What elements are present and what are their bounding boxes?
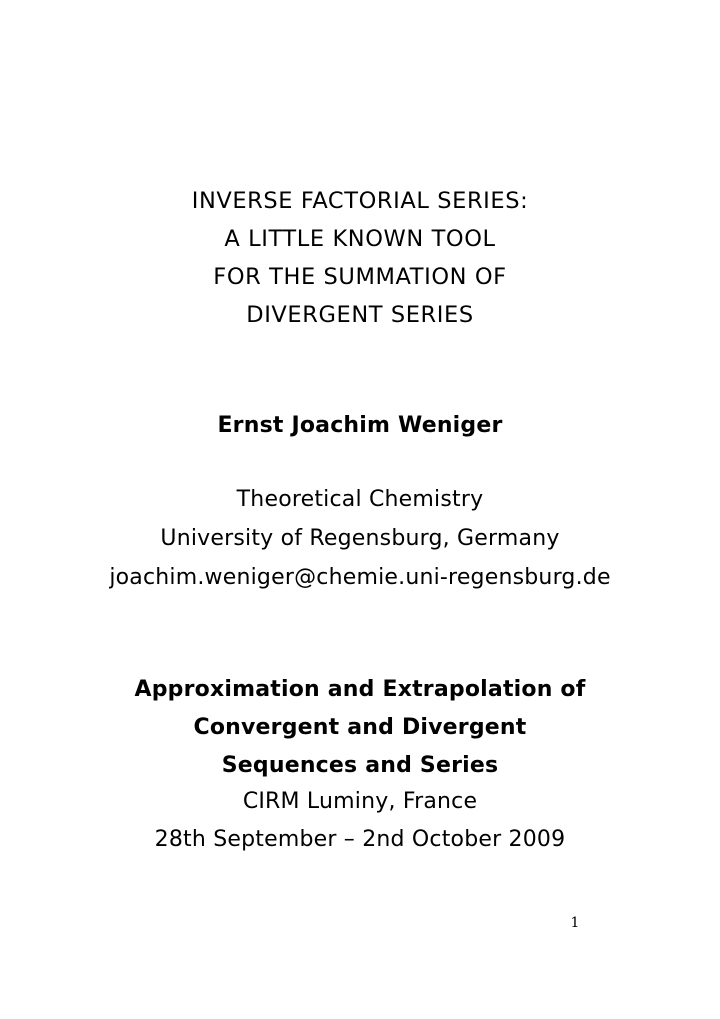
title-line-2: A LITTLE KNOWN TOOL	[224, 226, 496, 252]
author-email: joachim.weniger@chemie.uni-regensburg.de	[109, 565, 611, 590]
author-name: Ernst Joachim Weniger	[217, 413, 503, 438]
page-number: 1	[570, 915, 580, 931]
conference-name-line-3: Sequences and Series	[221, 753, 499, 778]
conference-name-line-1: Approximation and Extrapolation of	[134, 677, 586, 702]
author-university: University of Regensburg, Germany	[160, 526, 560, 551]
title-line-4: DIVERGENT SERIES	[246, 302, 474, 328]
conference-name-line-2: Convergent and Divergent	[193, 715, 527, 740]
title-line-3: FOR THE SUMMATION OF	[213, 264, 507, 290]
author-department: Theoretical Chemistry	[236, 487, 484, 512]
conference-location: CIRM Luminy, France	[242, 789, 478, 814]
conference-dates: 28th September – 2nd October 2009	[154, 827, 566, 852]
title-line-1: INVERSE FACTORIAL SERIES:	[191, 188, 529, 214]
